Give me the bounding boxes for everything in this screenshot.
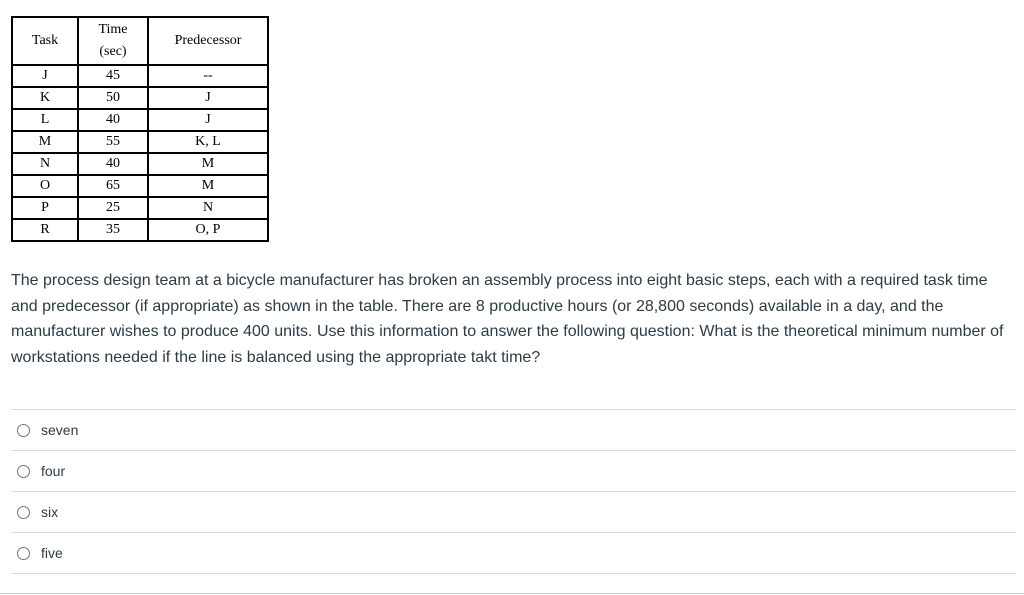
- radio-button-icon[interactable]: [17, 547, 30, 560]
- cell-predecessor: J: [148, 109, 268, 131]
- table-row: [12, 175, 268, 197]
- header-predecessor: Predecessor: [148, 17, 268, 65]
- table-row: [12, 65, 268, 87]
- cell-time: 50: [78, 87, 148, 109]
- header-time-line2: (sec): [99, 44, 127, 59]
- cell-predecessor: N: [148, 197, 268, 219]
- task-table: [11, 16, 269, 242]
- answer-option-seven[interactable]: [11, 410, 1016, 451]
- cell-task: J: [12, 65, 78, 87]
- cell-task: N: [12, 153, 78, 175]
- cell-time: 65: [78, 175, 148, 197]
- cell-predecessor: J: [148, 87, 268, 109]
- answer-option-six[interactable]: [11, 492, 1016, 533]
- header-time: [78, 17, 148, 65]
- cell-time: 25: [78, 197, 148, 219]
- cell-task: O: [12, 175, 78, 197]
- table-row: [12, 109, 268, 131]
- answer-option-four[interactable]: [11, 451, 1016, 492]
- table-row: [12, 219, 268, 241]
- question-text: The process design team at a bicycle manufacturer has broken an assembly process into eight basic steps, each with a required task time and predecessor (if appropriate) as shown in the table. There are 8 productive hours (or 28,800 seconds) available in a day, and the manufacturer wishes to produce 400 units. Use this information to answer the following question: What is the theoretical minimum number of workstations needed if the line is balanced using the appropriate takt time?: [11, 272, 1004, 366]
- answer-label: five: [41, 545, 63, 561]
- table-row: [12, 197, 268, 219]
- cell-predecessor: K, L: [148, 131, 268, 153]
- cell-task: M: [12, 131, 78, 153]
- answer-label: seven: [41, 422, 79, 438]
- header-task: Task: [12, 17, 78, 65]
- answer-option-five[interactable]: [11, 533, 1016, 574]
- answer-label: six: [41, 504, 59, 520]
- cell-task: R: [12, 219, 78, 241]
- cell-time: 40: [78, 153, 148, 175]
- cell-time: 40: [78, 109, 148, 131]
- radio-button-icon[interactable]: [17, 424, 30, 437]
- table-header-row: [12, 17, 268, 65]
- cell-task: L: [12, 109, 78, 131]
- cell-time: 45: [78, 65, 148, 87]
- cell-task: P: [12, 197, 78, 219]
- radio-button-icon[interactable]: [17, 465, 30, 478]
- header-time-line1: Time: [98, 22, 128, 37]
- cell-predecessor: O, P: [148, 219, 268, 241]
- cell-predecessor: M: [148, 153, 268, 175]
- answer-label: four: [41, 463, 66, 479]
- radio-button-icon[interactable]: [17, 506, 30, 519]
- bottom-divider: [0, 593, 1024, 594]
- table-row: [12, 153, 268, 175]
- answer-list: [11, 409, 1016, 574]
- cell-predecessor: --: [148, 65, 268, 87]
- cell-predecessor: M: [148, 175, 268, 197]
- cell-time: 35: [78, 219, 148, 241]
- cell-task: K: [12, 87, 78, 109]
- table-row: [12, 131, 268, 153]
- cell-time: 55: [78, 131, 148, 153]
- table-row: [12, 87, 268, 109]
